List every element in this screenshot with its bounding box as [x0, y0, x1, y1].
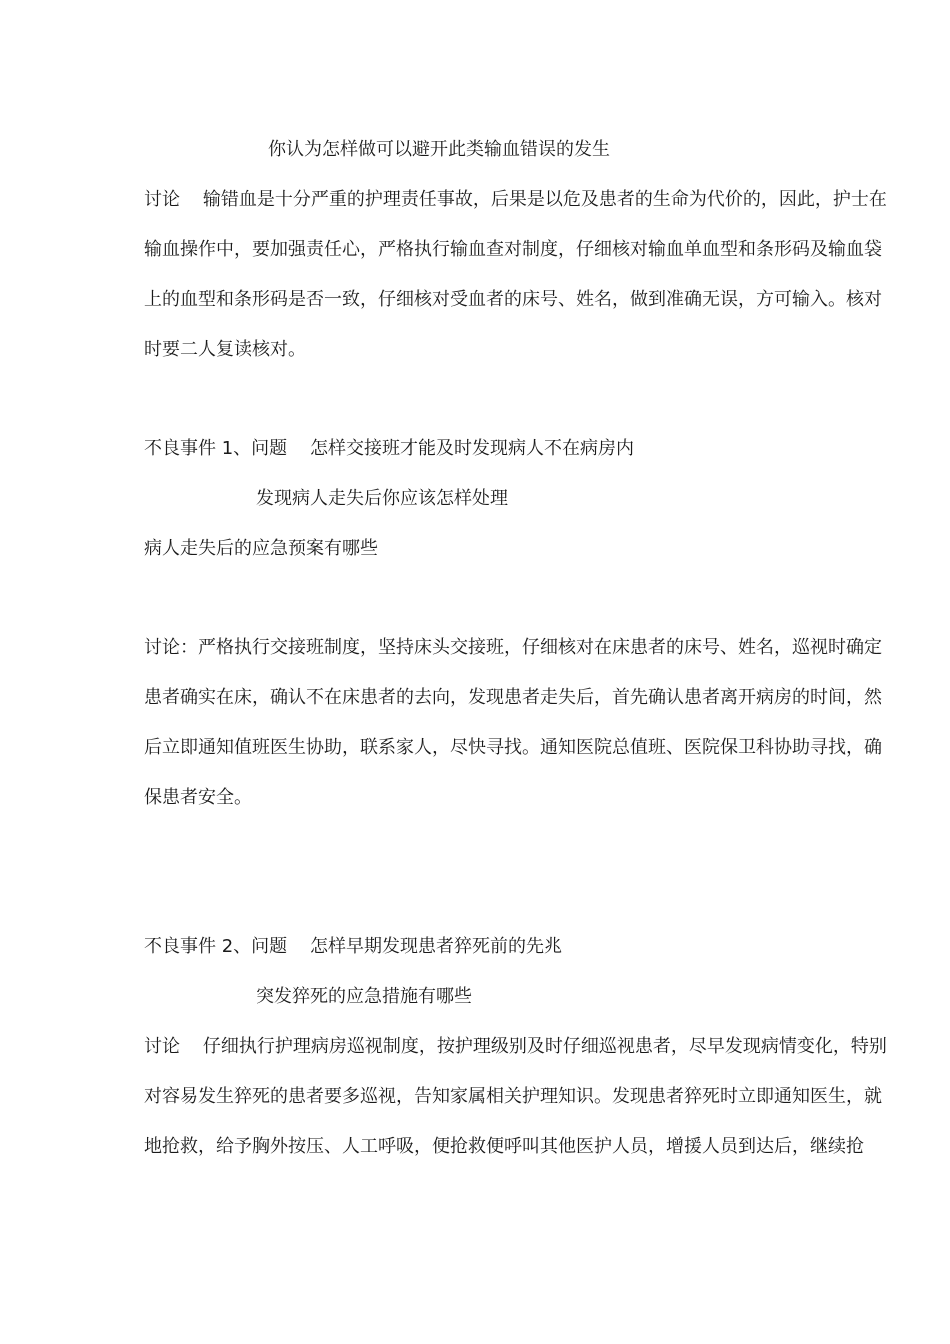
discussion-line: 对容易发生猝死的患者要多巡视，告知家属相关护理知识。发现患者猝死时立即通知医生，就 [144, 1086, 882, 1107]
discussion-line: 输血操作中，要加强责任心，严格执行输血查对制度，仔细核对输血单血型和条形码及输血袋 [144, 239, 882, 260]
discussion-line: 时要二人复读核对。 [144, 339, 306, 360]
discussion-line: 讨论：严格执行交接班制度，坚持床头交接班，仔细核对在床患者的床号、姓名，巡视时确定 [144, 637, 882, 658]
discussion-line: 上的血型和条形码是否一致，仔细核对受血者的床号、姓名，做到准确无误，方可输入。核对 [144, 289, 882, 310]
event-heading: 不良事件 1、问题 怎样交接班才能及时发现病人不在病房内 [144, 438, 635, 459]
question-line: 病人走失后的应急预案有哪些 [144, 538, 378, 559]
discussion-line: 后立即通知值班医生协助，联系家人，尽快寻找。通知医院总值班、医院保卫科协助寻找，确 [144, 737, 882, 758]
event-heading: 不良事件 2、问题 怎样早期发现患者猝死前的先兆 [144, 936, 563, 957]
discussion-line: 讨论 仔细执行护理病房巡视制度，按护理级别及时仔细巡视患者，尽早发现病情变化，特别 [144, 1036, 887, 1057]
discussion-line: 患者确实在床，确认不在床患者的去向，发现患者走失后，首先确认患者离开病房的时间，然 [144, 687, 882, 708]
discussion-line: 讨论 输错血是十分严重的护理责任事故，后果是以危及患者的生命为代价的，因此，护士在 [144, 189, 887, 210]
question-line: 你认为怎样做可以避开此类输血错误的发生 [268, 139, 610, 160]
question-line: 发现病人走失后你应该怎样处理 [256, 488, 508, 509]
question-line: 突发猝死的应急措施有哪些 [256, 986, 472, 1007]
discussion-line: 地抢救，给予胸外按压、人工呼吸，便抢救便呼叫其他医护人员，增援人员到达后，继续抢 [144, 1136, 864, 1157]
discussion-line: 保患者安全。 [144, 787, 252, 808]
